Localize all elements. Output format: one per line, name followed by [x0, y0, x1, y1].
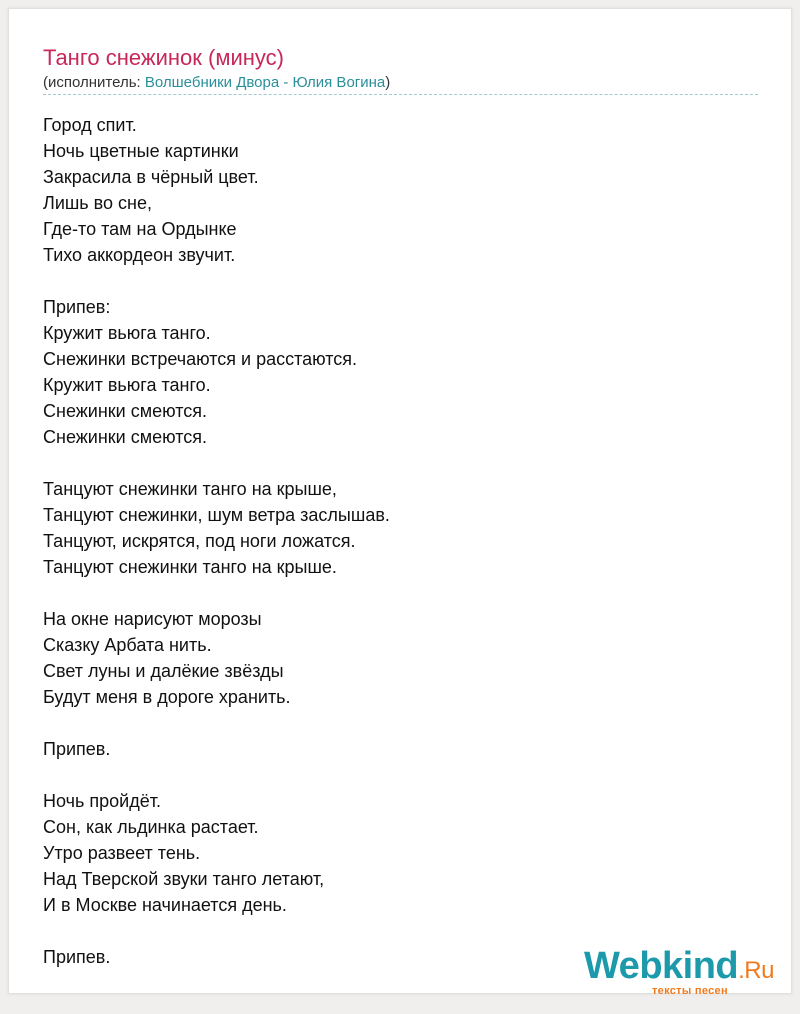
- lyrics-line: Припев.: [43, 739, 111, 759]
- lyrics-line: Свет луны и далёкие звёзды: [43, 661, 284, 681]
- content-card: [8, 8, 792, 997]
- lyrics-line: Город спит.: [43, 115, 137, 135]
- lyrics-line: Утро развеет тень.: [43, 843, 201, 863]
- lyrics-line: Танцуют снежинки, шум ветра заслышав.: [43, 505, 390, 525]
- lyrics-line: Снежинки встречаются и расстаются.: [43, 349, 358, 369]
- logo-tagline: тексты песен: [652, 985, 728, 997]
- logo-tld: .Ru: [738, 957, 774, 984]
- logo-main-text: Webkind: [584, 945, 739, 987]
- performer-suffix: ): [385, 74, 391, 91]
- lyrics-line: И в Москве начинается день.: [43, 895, 287, 915]
- lyrics-line: Танцуют снежинки танго на крыше.: [43, 557, 337, 577]
- lyrics-blank-line: [43, 918, 743, 944]
- lyrics-line: Снежинки смеются.: [43, 427, 207, 447]
- performer-line: [43, 73, 390, 93]
- lyrics-line: На окне нарисуют морозы: [43, 609, 262, 629]
- lyrics-line: Лишь во сне,: [43, 193, 153, 213]
- site-logo[interactable]: [584, 944, 784, 997]
- lyrics-line: Сказку Арбата нить.: [43, 635, 212, 655]
- lyrics-blank-line: [43, 710, 743, 736]
- performer-prefix: (исполнитель:: [43, 74, 145, 91]
- lyrics-line: Снежинки смеются.: [43, 401, 207, 421]
- lyrics-blank-line: [43, 762, 743, 788]
- performer-link[interactable]: Волшебники Двора - Юлия Вогина: [144, 74, 386, 91]
- lyrics-line: Будут меня в дороге хранить.: [43, 687, 291, 707]
- song-title: Танго снежинок (минус): [43, 45, 284, 70]
- lyrics-blank-line: [43, 580, 743, 606]
- lyrics-line: Где-то там на Ордынке: [43, 219, 237, 239]
- lyrics-line: Кружит вьюга танго.: [43, 375, 211, 395]
- lyrics-line: Сон, как льдинка растает.: [43, 817, 259, 837]
- lyrics-line: Танцуют, искрятся, под ноги ложатся.: [43, 531, 356, 551]
- lyrics-line: Закрасила в чёрный цвет.: [43, 167, 259, 187]
- lyrics-line: Танцуют снежинки танго на крыше,: [43, 479, 337, 499]
- lyrics-line: Припев:: [43, 297, 111, 317]
- lyrics-line: Ночь цветные картинки: [43, 141, 239, 161]
- lyrics-blank-line: [43, 450, 743, 476]
- lyrics-line: Кружит вьюга танго.: [43, 323, 211, 343]
- lyrics-line: Над Тверской звуки танго летают,: [43, 869, 325, 889]
- lyrics-block: [43, 112, 743, 970]
- lyrics-line: Тихо аккордеон звучит.: [43, 245, 236, 265]
- lyrics-blank-line: [43, 268, 743, 294]
- header-divider: [43, 94, 758, 95]
- lyrics-line: Припев.: [43, 947, 111, 967]
- lyrics-line: Ночь пройдёт.: [43, 791, 161, 811]
